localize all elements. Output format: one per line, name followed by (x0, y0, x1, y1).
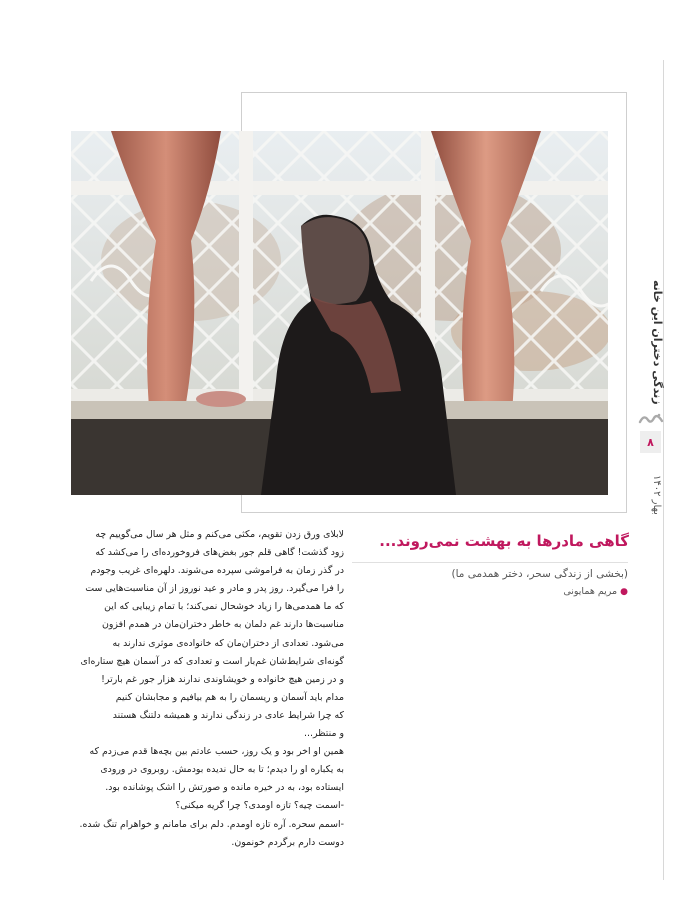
body-line: -اسمم سحره. آره تازه اومدم. دلم برای مامانم و خواهرام تنگ شده. (79, 818, 344, 830)
body-line: که چرا شرایط عادی در زندگی ندارند و همیشه دلتنگ هستند (112, 709, 344, 721)
magazine-logo-icon (638, 412, 664, 426)
article-author (352, 586, 628, 597)
body-line: -اسمت چیه؟ تازه اومدی؟ چرا گریه میکنی؟ (175, 800, 344, 812)
body-line: مدام باید آسمان و ریسمان را به هم بیافیم و مجابشان کنیم (115, 691, 344, 703)
body-line: در گذر زمان به فراموشی سپرده می‌شوند. دلهره‌ای غریب وجودم (90, 565, 344, 577)
body-line: دوست دارم برگردم خونمون. (231, 836, 344, 848)
author-name: مریم همایونی (563, 586, 618, 597)
issue-date: بهار ۱۴۰۲ (651, 475, 662, 515)
article-body (70, 526, 344, 852)
body-line: مناسبت‌ها دارند غم دلمان به خاطر دختران‌مان در همدم افزون (102, 619, 344, 631)
body-line: می‌شود. تعدادی از دختران‌مان که خانواده‌ی موثری ندارند به (112, 637, 344, 649)
bullet-icon: ● (620, 587, 628, 597)
article-subtitle: (بخشی از زندگی سحر، دختر همدمی ما) (451, 568, 628, 580)
body-line: لابلای ورق زدن تقویم، مکثی می‌کنم و مثل هر سال می‌گوییم چه (95, 529, 344, 540)
section-title: زندگی دختران این خانه (651, 280, 664, 405)
headline-divider (352, 562, 628, 563)
article-headline: گاهی مادرها به بهشت نمی‌روند... (379, 532, 629, 550)
body-line: زود گذشت! گاهی قلم جور بغض‌های فروخورده‌ای را می‌کشد که (95, 547, 344, 559)
body-line: به یکباره او را دیدم؛ تا به حال ندیده بودمش. روبروی در ورودی (100, 764, 344, 776)
body-line: همین او اخر بود و یک روز، حسب عادتم بین بچه‌ها قدم می‌زدم که (89, 746, 344, 758)
article-photo (71, 131, 608, 495)
body-line: را فرا می‌گیرد. روز پدر و مادر و عید نوروز از آن مناسبت‌هایی ست (85, 583, 344, 595)
body-line: که ما همدمی‌ها را زیاد خوشحال نمی‌کند؛ با تمام زیبایی که این (104, 601, 344, 613)
body-line: ایستاده بود، به در خیره مانده و صورتش را اشک پوشانده بود. (105, 782, 344, 794)
page-number: ۸ (640, 431, 661, 453)
body-line: گونه‌ای شرایط‌شان غم‌بار است و تعدادی که در آسمان هیچ ستاره‌ای (80, 655, 344, 667)
body-line: و منتظر... (304, 728, 344, 740)
body-line: و در زمین هیچ خانواده و خویشاوندی ندارند هزار جور غم بارتر! (101, 673, 344, 685)
